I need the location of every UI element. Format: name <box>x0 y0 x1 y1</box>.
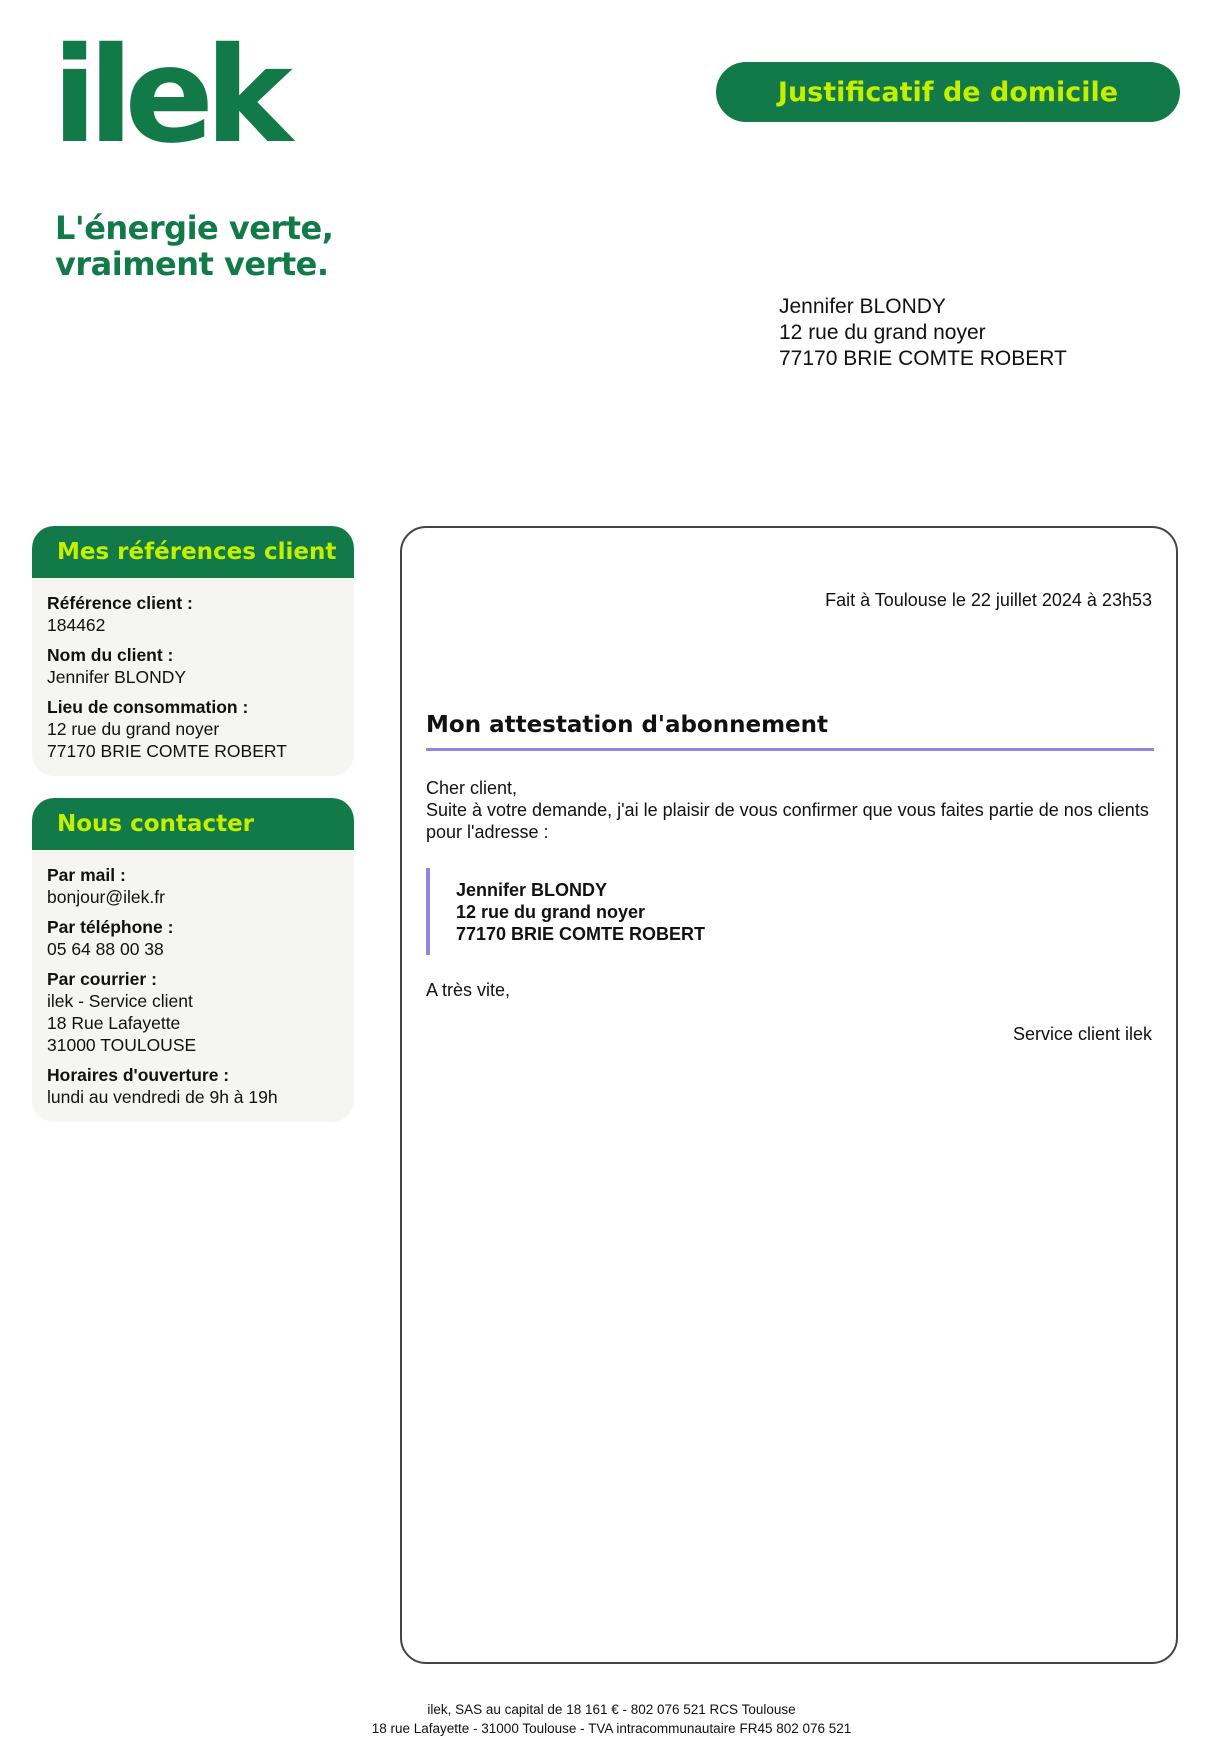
letter-signature: Service client ilek <box>1012 1024 1152 1044</box>
letter-paragraph: Suite à votre demande, j'ai le plaisir de vous confirmer que vous faites partie de nos clients pour l'adresse : <box>426 800 1149 842</box>
ilek-logo: ilek <box>52 19 284 173</box>
contact-mail-address-field <box>47 968 339 1056</box>
client-name-field <box>47 644 339 688</box>
recipient-street: 12 rue du grand noyer <box>779 321 986 344</box>
opening-hours-field <box>47 1064 339 1108</box>
contact-header: Nous contacter <box>32 798 354 850</box>
attested-street: 12 rue du grand noyer <box>456 901 646 922</box>
postal-line-2: 18 Rue Lafayette <box>47 1013 181 1033</box>
postal-line-1: ilek - Service client <box>47 991 193 1011</box>
consumption-street-value: 12 rue du grand noyer <box>47 719 220 739</box>
recipient-city: 77170 BRIE COMTE ROBERT <box>779 347 1067 370</box>
consumption-city-value: 77170 BRIE COMTE ROBERT <box>47 741 287 761</box>
recipient-address <box>779 294 1067 372</box>
legal-footer <box>0 1700 1223 1738</box>
client-references-header: Mes références client <box>32 526 354 578</box>
field-label: Par courrier : <box>47 969 157 989</box>
document-type-badge: Justificatif de domicile <box>716 62 1180 122</box>
field-label: Lieu de consommation : <box>47 697 249 717</box>
client-references-card <box>32 526 354 776</box>
attestation-letter <box>400 526 1178 1664</box>
client-name-value: Jennifer BLONDY <box>47 667 187 687</box>
tagline-line-1: L'énergie verte, <box>55 209 334 247</box>
contact-phone-field <box>47 916 339 960</box>
letter-date: Fait à Toulouse le 22 juillet 2024 à 23h53 <box>825 590 1152 610</box>
footer-line-1: ilek, SAS au capital de 18 161 € - 802 076 521 RCS Toulouse <box>427 1702 796 1717</box>
letter-greeting: Cher client, <box>426 778 518 798</box>
attested-city: 77170 BRIE COMTE ROBERT <box>456 923 706 944</box>
field-label: Par mail : <box>47 865 126 885</box>
contact-mail-field <box>47 864 339 908</box>
attested-name: Jennifer BLONDY <box>456 879 608 900</box>
tagline-line-2: vraiment verte. <box>55 245 329 283</box>
letter-title: Mon attestation d'abonnement <box>426 712 1154 751</box>
client-reference-value: 184462 <box>47 615 106 635</box>
postal-line-3: 31000 TOULOUSE <box>47 1035 197 1055</box>
letter-closing: A très vite, <box>426 980 511 1000</box>
contact-email-link[interactable]: bonjour@ilek.fr <box>47 887 165 907</box>
brand-tagline <box>55 210 333 282</box>
letter-body <box>426 777 1154 843</box>
contact-phone-value: 05 64 88 00 38 <box>47 939 164 959</box>
attested-address <box>426 868 705 955</box>
client-reference-field <box>47 592 339 636</box>
consumption-location-field <box>47 696 339 762</box>
field-label: Horaires d'ouverture : <box>47 1065 230 1085</box>
field-label: Nom du client : <box>47 645 174 665</box>
contact-card <box>32 798 354 1122</box>
field-label: Par téléphone : <box>47 917 174 937</box>
field-label: Référence client : <box>47 593 193 613</box>
recipient-name: Jennifer BLONDY <box>779 295 946 318</box>
opening-hours-value: lundi au vendredi de 9h à 19h <box>47 1087 278 1107</box>
footer-line-2: 18 rue Lafayette - 31000 Toulouse - TVA intracommunautaire FR45 802 076 521 <box>371 1721 852 1736</box>
